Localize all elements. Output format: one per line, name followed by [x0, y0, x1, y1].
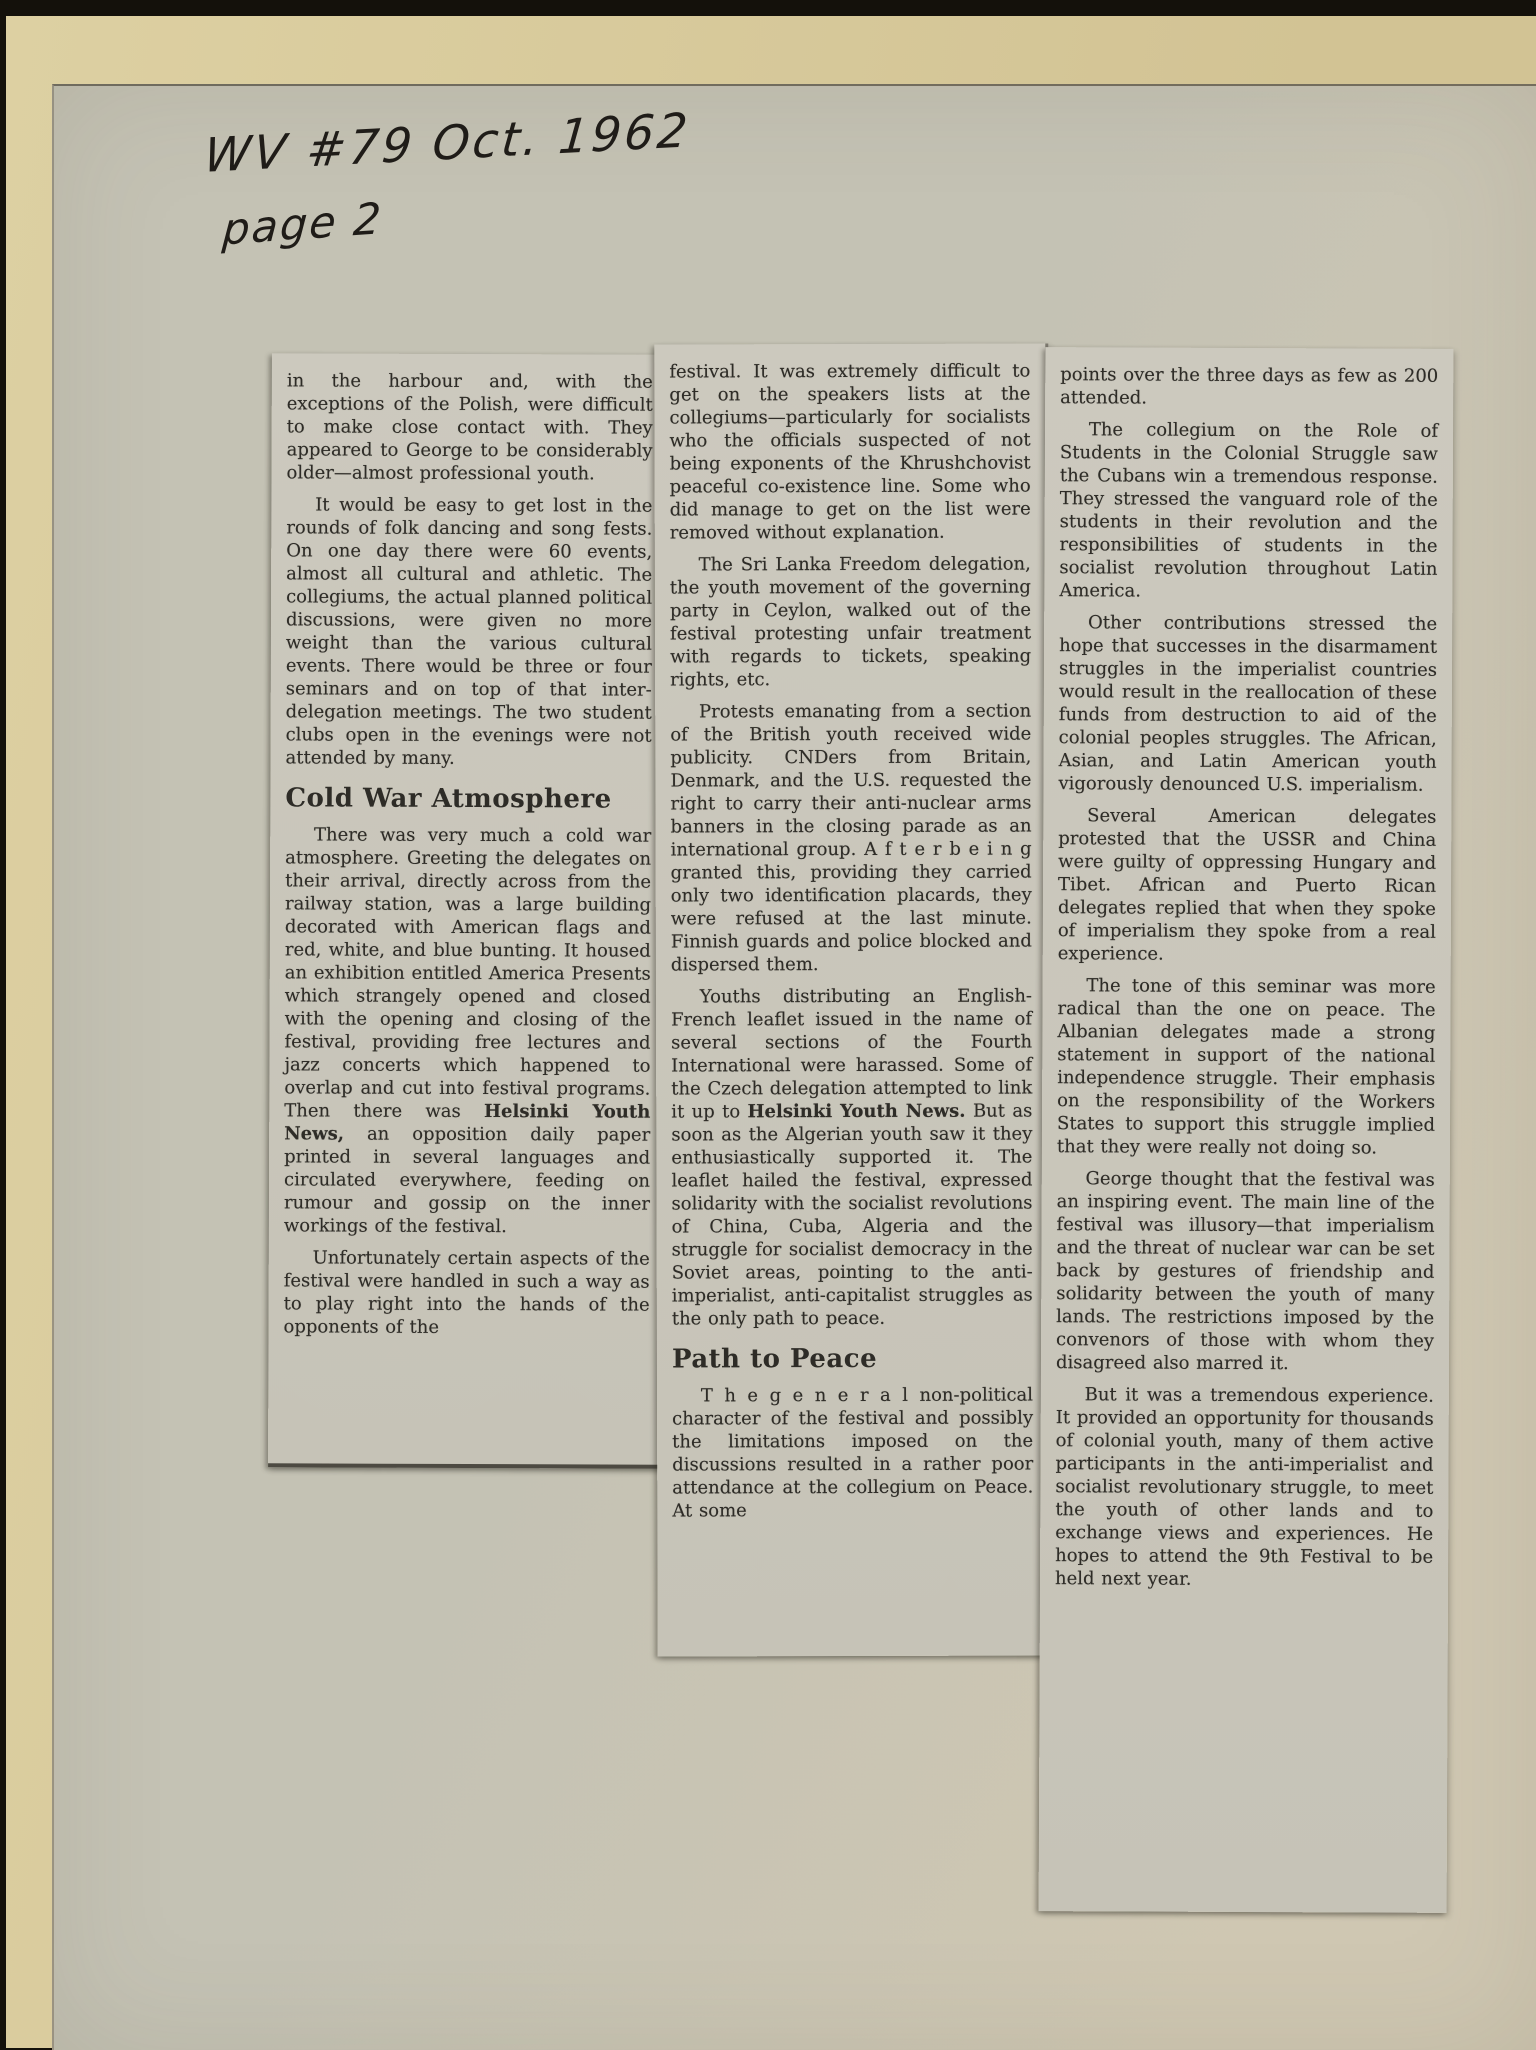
newspaper-clipping-column-3: [1039, 347, 1454, 1913]
section-heading: Cold War Atmosphere: [285, 783, 612, 815]
newspaper-clipping-column-1: [268, 353, 668, 1468]
news-paragraph: The tone of this seminar was more radical than the one on peace. The Albanian delegates made a strong statement in support of the national independence struggle. Their emphasis on the responsibility of the Workers States to support this struggle implied that they were really not doing so.: [1056, 975, 1436, 1159]
newspaper-clipping-column-2: [654, 343, 1051, 1656]
news-paragraph: George thought that the festival was an inspiring event. The main line of the festival was illusory—that imperialism and the threat of nuclear war can be set back by gestures of friendship and solidarity between the youth of many lands. The restrictions imposed by the convenors of those with whom they disagreed also marred it.: [1055, 1168, 1435, 1375]
news-paragraph: festival. It was extremely difficult to get on the speakers lists at the collegiums—particularly for socialists who the officials suspected of not being exponents of the Khrushchovist peaceful co-existence line. Some who did manage to get on the list were removed without explanation.: [669, 360, 1031, 544]
news-paragraph: Protests emanating from a section of the British youth received wide publicity. CNDers from Britain, Denmark, and the U.S. requested the right to carry their anti-nuclear arms banners in the closing parade as an international group. A f t e r b e i n g granted this, providing they carried only two identification placards, they were refused at the last minute. Finnish guards and police blocked and dispersed them.: [670, 700, 1032, 976]
news-paragraph: But it was a tremendous experience. It provided an opportunity for thousands of colonial youth, many of them active participants in the anti-imperialist and socialist revolutionary struggle, to meet the youth of other lands and to exchange views and experiences. He hopes to attend the 9th Festival to be held next year.: [1054, 1384, 1434, 1590]
news-paragraph: It would be easy to get lost in the rounds of folk dancing and song fests. On one day there were 60 events, almost all cultural and athletic. The collegiums, the actual planned political discussions, were given no more weight than the various cultural events. There would be three or four seminars and on top of that inter-delegation meetings. The two student clubs open in the evenings were not attended by many.: [285, 494, 653, 769]
news-paragraph: Other contributions stressed the hope that successes in the disarmament struggles in the imperialist countries would result in the reallocation of these funds from destruction to aid of the colonial peoples struggles. The African, Asian, and Latin American youth vigorously denounced U.S. imperialism.: [1058, 612, 1438, 796]
scrapbook-page-scan: [52, 84, 1536, 2050]
news-paragraph: The Sri Lanka Freedom delegation, the youth movement of the governing party in Ceylon, walked out of the festival protesting unfair treatment with regards to tickets, speaking rights, etc.: [669, 553, 1032, 691]
news-paragraph: Several American delegates protested that the USSR and China were guilty of oppressing Hungary and Tibet. African and Puerto Rican delegates replied that when they spoke of imperialism they spoke from a real experience.: [1057, 805, 1437, 965]
news-paragraph: Youths distributing an English-French leaflet issued in the name of several sections of the Fourth International were harassed. Some of the Czech delegation attempted to link it up to Helsinki Youth News. But as soon as the Algerian youth saw it they enthusiastically supported it. The leaflet hailed the festival, expressed solidarity with the socialist revolutions of China, Cuba, Algeria and the struggle for socialist democracy in the Soviet areas, pointing to the anti-imperialist, anti-capitalist struggles as the only path to peace.: [671, 985, 1033, 1330]
news-paragraph: T h e g e n e r a l non-political character of the festival and possibly the limitations imposed on the discussions resulted in a rather poor attendance at the collegium on Peace. At some: [672, 1384, 1034, 1522]
news-paragraph: in the harbour and, with the exceptions of the Polish, were difficult to make close contact with. They appeared to George to be considerably older—almost professional youth.: [286, 370, 653, 485]
news-paragraph: There was very much a cold war atmosphere. Greeting the delegates on their arrival, directly across from the railway station, was a large building decorated with American flags and red, white, and blue bunting. It housed an exhibition entitled America Presents which strangely opened and closed with the opening and closing of the festival, providing free lectures and jazz concerts which happened to overlap and cut into festival programs. Then there was Helsinki Youth News, an opposition daily paper printed in several languages and circulated everywhere, feeding on rumour and gossip on the inner workings of the festival.: [283, 824, 652, 1238]
annotation-issue-date: WV #79 Oct. 1962: [201, 103, 693, 184]
news-paragraph: points over the three days as few as 200 attended.: [1060, 364, 1439, 409]
handwritten-annotation: [201, 103, 693, 256]
news-paragraph: The collegium on the Role of Students in the Colonial Struggle saw the Cubans win a tremendous response. They stressed the vanguard role of the students in their revolution and the responsibilities of students in the socialist revolution throughout Latin America.: [1059, 419, 1439, 602]
section-heading: Path to Peace: [671, 1343, 878, 1375]
news-paragraph: Unfortunately certain aspects of the festival were handled in such a way as to play right into the hands of the opponents of the: [283, 1247, 650, 1338]
annotation-page-number: page 2: [220, 193, 385, 256]
